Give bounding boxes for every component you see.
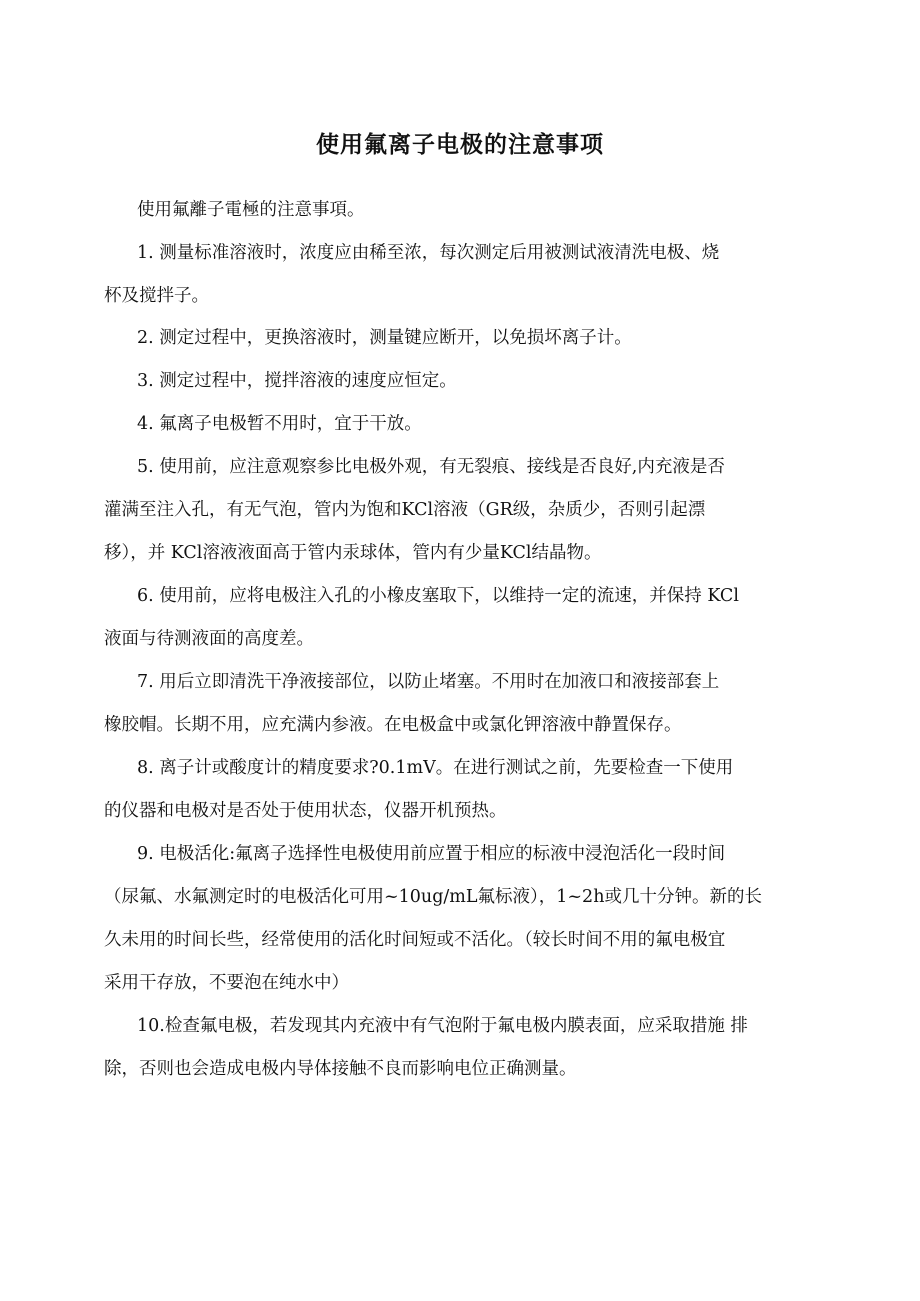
item-9-line-3: 久未用的时间长些，经常使用的活化时间短或不活化。（较长时间不用的氟电极宜 <box>104 930 726 950</box>
item-4-line-1: 4. 氟离子电极暂不用时，宜于干放。 <box>137 414 422 434</box>
item-9-line-1: 9. 电极活化:氟离子选择性电极使用前应置于相应的标液中浸泡活化一段时间 <box>137 844 726 864</box>
item-9-line-2: （尿氟、水氟测定时的电极活化可用~10ug/mL氟标液），1~2h或几十分钟。新的长 <box>104 887 762 907</box>
item-1-line-1: 1. 测量标准溶液时，浓度应由稀至浓，每次测定后用被测试液清洗电极、烧 <box>137 243 720 263</box>
item-2-line-1: 2. 测定过程中，更换溶液时，测量键应断开，以免损坏离子计。 <box>137 328 632 348</box>
item-5-line-3: 移），并 KCl溶液液面高于管内汞球体，管内有少量KCl结晶物。 <box>104 543 602 563</box>
item-3-line-1: 3. 测定过程中，搅拌溶液的速度应恒定。 <box>137 371 457 391</box>
item-6-line-1: 6. 使用前，应将电极注入孔的小橡皮塞取下，以维持一定的流速，并保持 KCl <box>137 586 739 606</box>
item-7-line-1: 7. 用后立即清洗干净液接部位，以防止堵塞。不用时在加液口和液接部套上 <box>137 672 720 692</box>
item-10-line-1: 10.检查氟电极，若发现其内充液中有气泡附于氟电极内膜表面，应采取措施 排 <box>137 1016 748 1036</box>
item-1-line-2: 杯及搅拌子。 <box>104 286 209 306</box>
item-5-line-2: 灌满至注入孔，有无气泡，管内为饱和KCl溶液（GR级，杂质少，否则引起漂 <box>104 500 706 520</box>
item-8-line-1: 8. 离子计或酸度计的精度要求?0.1mV。在进行测试之前，先要检查一下使用 <box>137 758 734 778</box>
intro-line: 使用氟離子電極的注意事項。 <box>137 200 365 220</box>
page-title: 使用氟离子电极的注意事项 <box>316 132 604 158</box>
item-7-line-2: 橡胶帽。长期不用，应充满内参液。在电极盒中或氯化钾溶液中静置保存。 <box>104 715 682 735</box>
item-10-line-2: 除，否则也会造成电极内导体接触不良而影响电位正确测量。 <box>104 1059 577 1079</box>
item-8-line-2: 的仪器和电极对是否处于使用状态，仪器开机预热。 <box>104 801 507 821</box>
item-6-line-2: 液面与待测液面的高度差。 <box>104 629 314 649</box>
item-9-line-4: 采用干存放，不要泡在纯水中） <box>104 973 349 993</box>
item-5-line-1: 5. 使用前，应注意观察参比电极外观，有无裂痕、接线是否良好,内充液是否 <box>137 457 725 477</box>
